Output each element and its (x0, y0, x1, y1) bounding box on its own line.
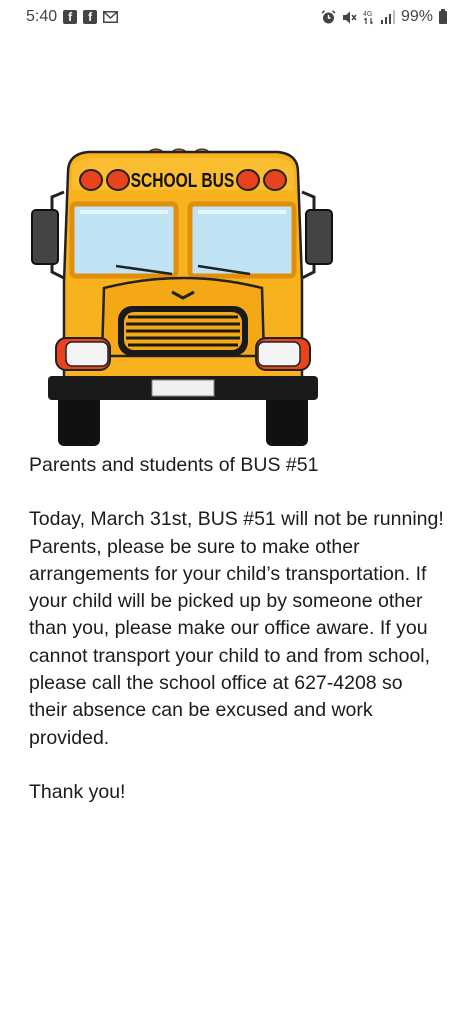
svg-text:4G: 4G (362, 10, 373, 18)
wheel-right (266, 394, 308, 446)
mute-icon (342, 10, 357, 25)
battery-icon (439, 11, 447, 24)
status-right (321, 8, 447, 26)
headlight-right (256, 338, 310, 370)
signal-icon (381, 10, 395, 24)
4g-icon (363, 10, 375, 25)
windshield-right (190, 204, 294, 276)
mirror-right (302, 192, 332, 278)
message-heading: Parents and students of BUS #51 (29, 454, 319, 476)
message-body: Today, March 31st, BUS #51 will not be running! Parents, please be sure to make other arrangements for your child’s transportation. If your child will be picked up by someone other than you, please make our office aware. If you cannot transport your child to and from school, please call the school office at 627-4208 so their absence can be excused and work provided. (29, 508, 444, 749)
battery-percent: 99% (400, 8, 433, 25)
alarm-icon (321, 10, 336, 25)
windshield-left (72, 204, 176, 276)
grille (118, 306, 248, 356)
license-plate (152, 380, 214, 396)
message-closing: Thank you! (29, 780, 126, 803)
status-bar (0, 0, 461, 34)
bus-sign-text: SCHOOL BUS (130, 169, 235, 192)
school-bus-image (28, 142, 338, 452)
wheel-left (58, 394, 100, 446)
announcement-message (29, 452, 444, 806)
status-left (26, 8, 118, 26)
mirror-left (32, 192, 64, 278)
status-time: 5:40 (26, 8, 58, 25)
headlight-left (56, 338, 110, 370)
gmail-icon (103, 11, 118, 23)
facebook-icon: f (63, 10, 77, 24)
facebook-icon: f (83, 10, 97, 24)
